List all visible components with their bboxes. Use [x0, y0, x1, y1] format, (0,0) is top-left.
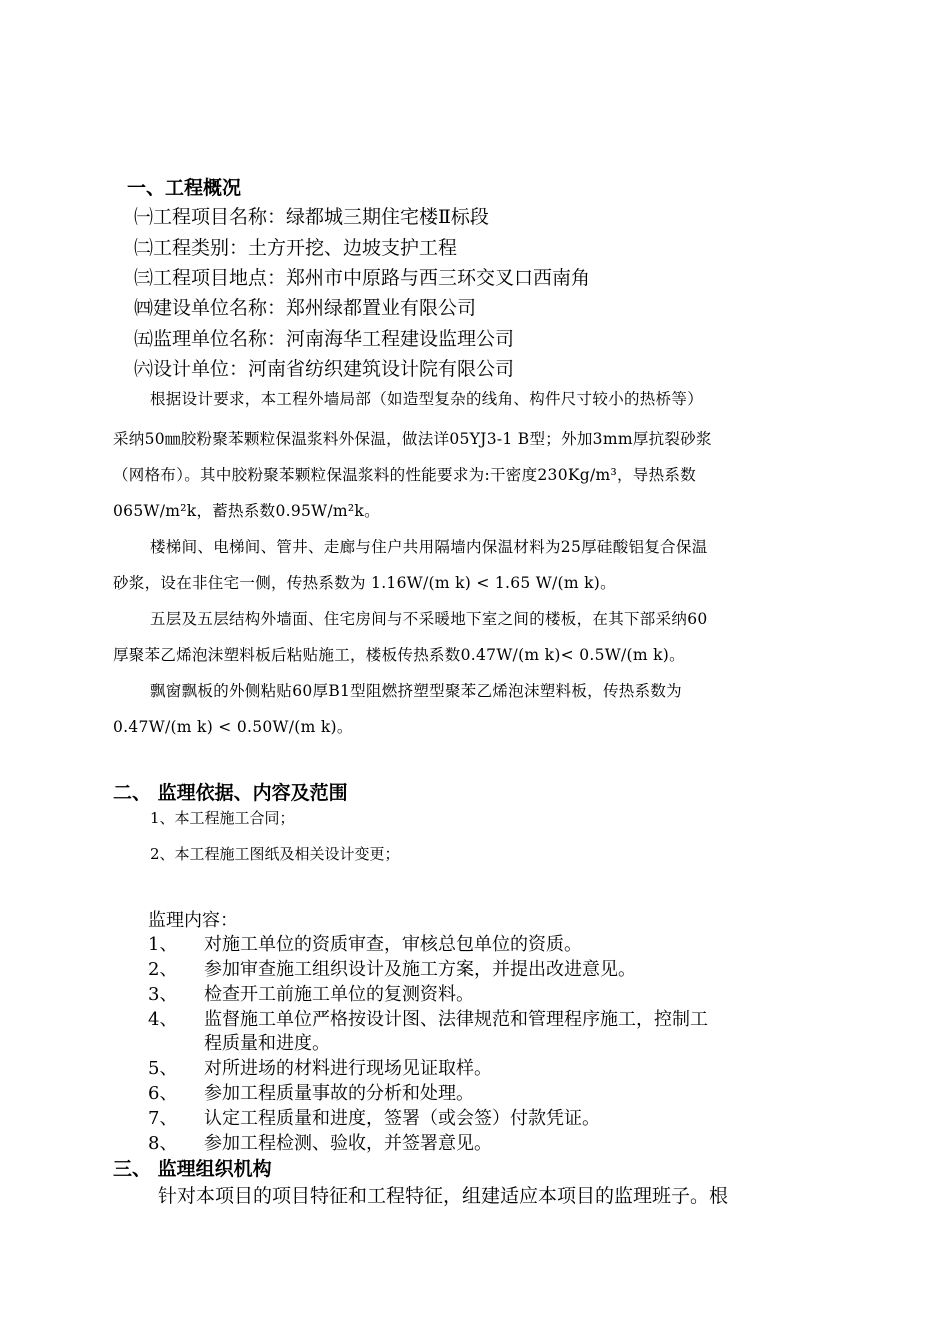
- organization-paragraph: 针对本项目的项目特征和工程特征，组建适应本项目的监理班子。根: [158, 1185, 729, 1207]
- content-item-number: 1、: [148, 934, 178, 955]
- content-item-number: 3、: [148, 984, 178, 1005]
- paragraph-line: 采纳50㎜胶粉聚苯颗粒保温浆料外保温，做法详05YJ3-1 B型；外加3mm厚抗裂砂浆: [113, 430, 712, 448]
- paragraph-line: 0.47W/(m k) < 0.50W/(m k)。: [113, 718, 353, 736]
- section-heading-organization: 三、 监理组织机构: [113, 1158, 272, 1180]
- paragraph-line: 根据设计要求，本工程外墙局部（如造型复杂的线角、构件尺寸较小的热桥等）: [150, 390, 704, 408]
- paragraph-line: 飘窗飘板的外侧粘贴60厚B1型阻燃挤塑型聚苯乙烯泡沫塑料板，传热系数为: [150, 682, 682, 700]
- content-item-text: 检查开工前施工单位的复测资料。: [204, 984, 474, 1005]
- overview-item-category: ㈡工程类别：土方开挖、边坡支护工程: [134, 237, 458, 259]
- content-item-text: 参加工程质量事故的分析和处理。: [204, 1083, 474, 1104]
- overview-item-designer: ㈥设计单位：河南省纺织建筑设计院有限公司: [134, 358, 515, 380]
- overview-item-owner: ㈣建设单位名称：郑州绿都置业有限公司: [134, 297, 477, 319]
- content-item-number: 6、: [148, 1083, 178, 1104]
- overview-item-supervisor: ㈤监理单位名称：河南海华工程建设监理公司: [134, 328, 515, 350]
- paragraph-line: 厚聚苯乙烯泡沫塑料板后粘贴施工，楼板传热系数0.47W/(m k)< 0.5W/(m k)。: [113, 646, 685, 664]
- paragraph-line: 砂浆，设在非住宅一侧，传热系数为 1.16W/(m k) < 1.65 W/(m k)。: [113, 574, 616, 592]
- content-item-text: 监督施工单位严格按设计图、法律规范和管理程序施工，控制工: [204, 1009, 708, 1030]
- content-item-text: 参加工程检测、验收，并签署意见。: [204, 1133, 492, 1154]
- content-item-text: 对施工单位的资质审查，审核总包单位的资质。: [204, 934, 582, 955]
- content-item-number: 8、: [148, 1133, 178, 1154]
- section-heading-basis: 二、 监理依据、内容及范围: [113, 782, 348, 804]
- content-item-text: 对所进场的材料进行现场见证取样。: [204, 1058, 492, 1079]
- paragraph-line: 楼梯间、电梯间、管井、走廊与住户共用隔墙内保温材料为25厚硅酸铝复合保温: [150, 538, 708, 556]
- content-item-number: 7、: [148, 1108, 178, 1129]
- content-item-number: 4、: [148, 1009, 178, 1030]
- overview-item-project-name: ㈠工程项目名称：绿都城三期住宅楼Ⅱ标段: [134, 206, 489, 228]
- basis-item: 1、本工程施工合同；: [150, 809, 295, 827]
- paragraph-line: （网格布）。其中胶粉聚苯颗粒保温浆料的性能要求为:干密度230Kg/m³，导热系数: [113, 466, 696, 484]
- paragraph-line: 五层及五层结构外墙面、住宅房间与不采暖地下室之间的楼板，在其下部采纳60: [150, 610, 708, 628]
- content-item-number: 5、: [148, 1058, 178, 1079]
- content-item-number: 2、: [148, 959, 178, 980]
- section-heading-overview: 一、工程概况: [127, 177, 242, 199]
- basis-item: 2、本工程施工图纸及相关设计变更；: [150, 845, 400, 863]
- content-item-text: 认定工程质量和进度，签署（或会签）付款凭证。: [204, 1108, 600, 1129]
- paragraph-line: 065W/m²k，蓄热系数0.95W/m²k。: [113, 502, 380, 520]
- content-item-text: 参加审查施工组织设计及施工方案，并提出改进意见。: [204, 959, 636, 980]
- content-item-text: 程质量和进度。: [204, 1033, 330, 1054]
- content-title: 监理内容：: [148, 910, 238, 931]
- overview-item-location: ㈢工程项目地点：郑州市中原路与西三环交叉口西南角: [134, 267, 591, 289]
